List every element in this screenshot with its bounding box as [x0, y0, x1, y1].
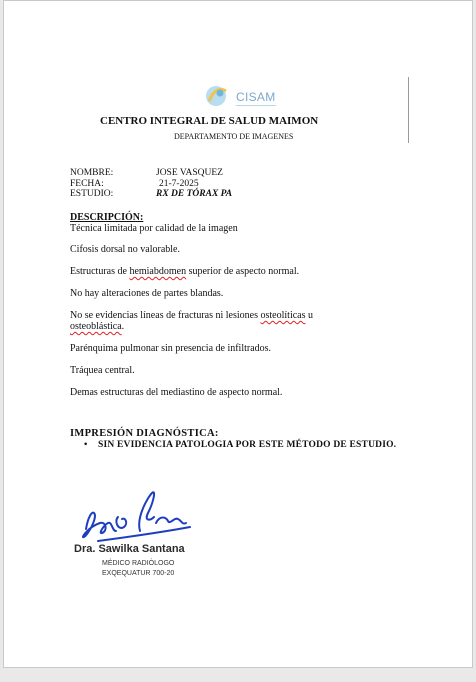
logo-text: CISAM [236, 90, 276, 104]
name-label: NOMBRE: [70, 168, 114, 178]
impression-title: IMPRESIÓN DIAGNÓSTICA: [70, 428, 219, 439]
impression-text: SIN EVIDENCIA PATOLOGIA POR ESTE MÉTODO DE ESTUDIO. [98, 440, 397, 450]
cisam-logo [200, 81, 280, 115]
signer-name: Dra. Sawilka Santana [74, 543, 185, 555]
finding-1: Técnica limitada por calidad de la imagen [70, 223, 238, 234]
margin-line [408, 77, 409, 143]
finding-3-text: Estructuras de [70, 266, 130, 277]
finding-5-text: No se evidencias líneas de fracturas ni lesiones [70, 310, 261, 321]
finding-5-text-end: . [121, 321, 125, 332]
finding-7: Tráquea central. [70, 365, 135, 376]
study-date: 21-7-2025 [159, 179, 199, 189]
bullet-icon: • [84, 440, 88, 450]
finding-8: Demas estructuras del mediastino de aspecto normal. [70, 387, 283, 398]
study-row [70, 189, 232, 199]
document-page [3, 0, 473, 668]
finding-4: No hay alteraciones de partes blandas. [70, 288, 224, 299]
signer-title: MÉDICO RADIÓLOGO [102, 560, 175, 567]
signer-exequatur: EXQEQUATUR 700-20 [102, 570, 175, 577]
institution-name: CENTRO INTEGRAL DE SALUD MAIMON [100, 115, 319, 127]
study-name: RX DE TÓRAX PA [156, 189, 233, 199]
study-label: ESTUDIO: [70, 189, 114, 199]
spellcheck-word: hemiabdomen [129, 266, 187, 277]
patient-name: JOSE VASQUEZ [156, 168, 223, 178]
finding-5-text-mid: u [305, 310, 313, 321]
handwritten-signature [78, 487, 198, 547]
impression-item [84, 440, 396, 450]
date-row [70, 179, 199, 189]
department-name: DEPARTAMENTO DE IMAGENES [174, 132, 294, 141]
description-title: DESCRIPCIÓN: [70, 212, 144, 223]
patient-name-row [70, 168, 223, 178]
finding-3 [70, 266, 360, 277]
spellcheck-word: osteolíticas [260, 310, 306, 321]
spellcheck-word: osteoblástica [70, 321, 122, 332]
date-label: FECHA: [70, 179, 104, 189]
finding-3-text-end: superior de aspecto normal. [186, 266, 300, 277]
finding-2: Cifosis dorsal no valorable. [70, 244, 180, 255]
finding-5 [70, 310, 360, 332]
finding-6: Parénquima pulmonar sin presencia de infiltrados. [70, 343, 272, 354]
